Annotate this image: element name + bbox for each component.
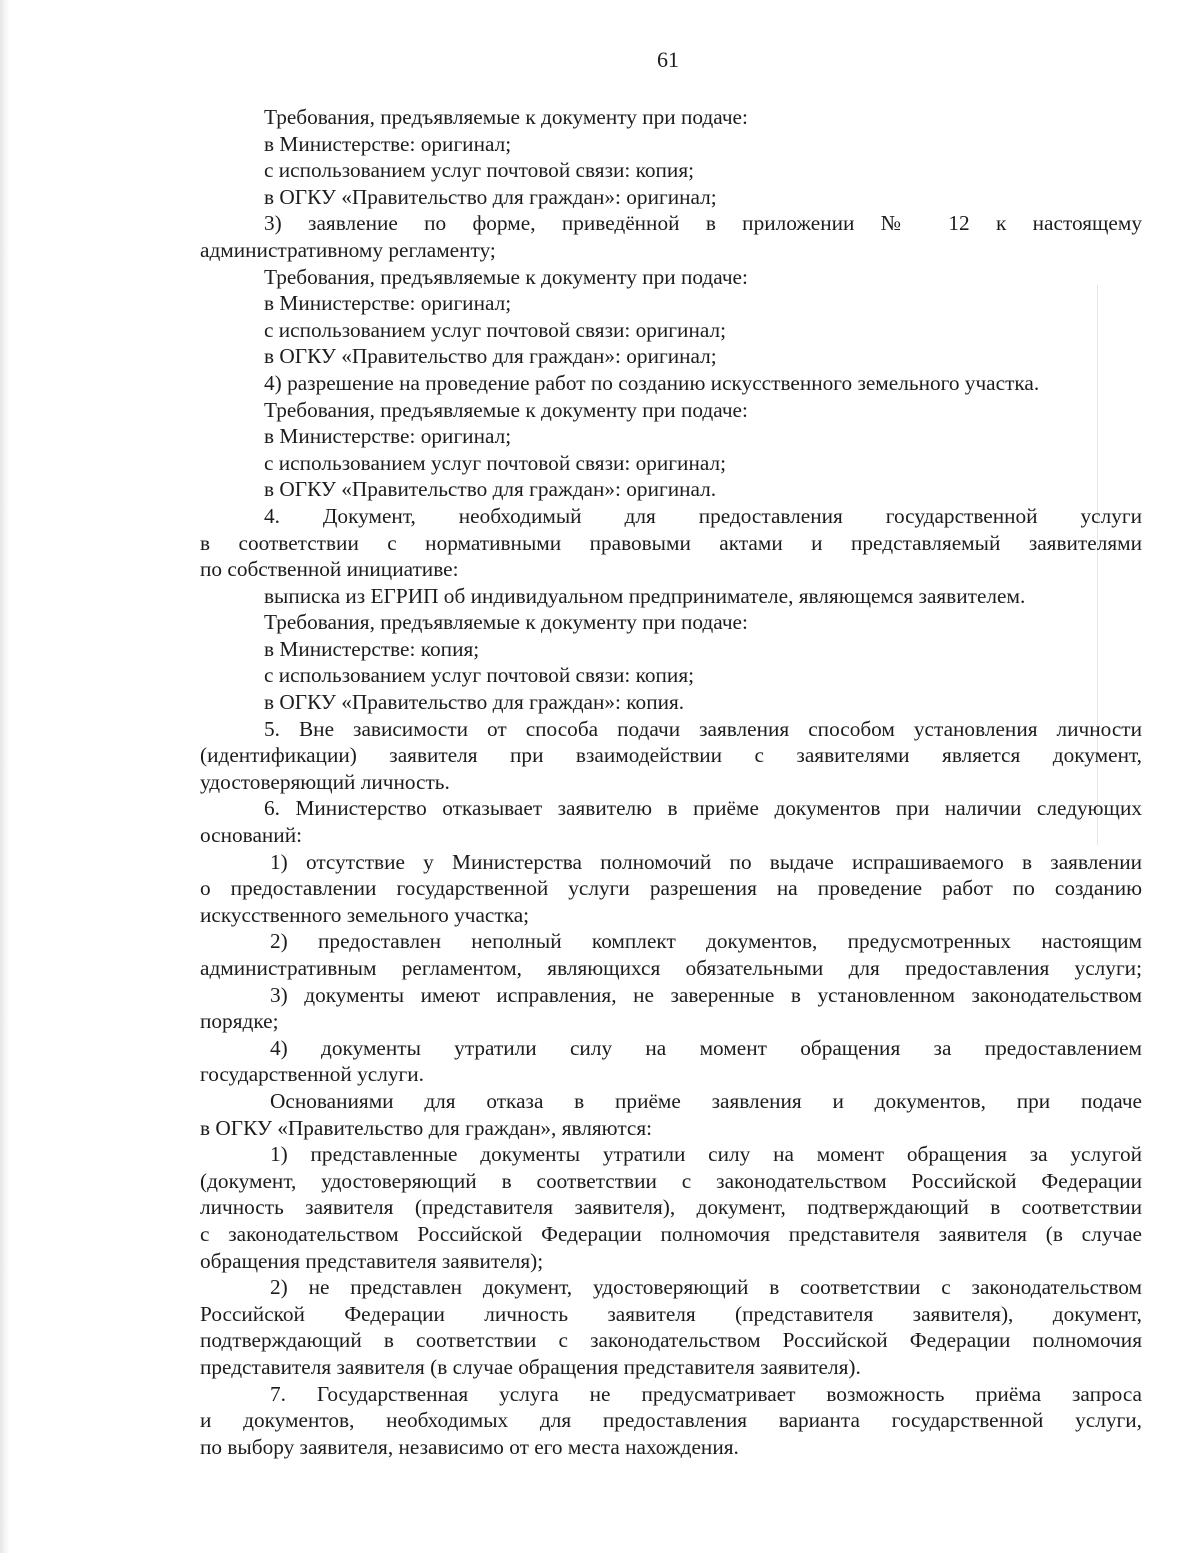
text-line: Требования, предъявляемые к документу при подаче: [264, 397, 748, 422]
text-line: личность заявителя (представителя заявителя), документ, подтверждающий в соответствии [200, 1195, 1142, 1220]
text-line: 5. Вне зависимости от способа подачи заявления способом установления личности [264, 716, 1142, 741]
text-line: с использованием услуг почтовой связи: оригинал; [264, 317, 727, 342]
text-line: в Министерстве: копия; [264, 636, 480, 661]
text-line: в ОГКУ «Правительство для граждан»: оригинал; [264, 344, 717, 369]
text-line: 6. Министерство отказывает заявителю в приёме документов при наличии следующих [264, 796, 1142, 821]
text-line: Требования, предъявляемые к документу при подаче: [264, 105, 748, 129]
text-line: Российской Федерации личность заявителя (представителя заявителя), документ, [200, 1301, 1142, 1326]
text-line: с использованием услуг почтовой связи: копия; [264, 158, 695, 183]
text-line: с использованием услуг почтовой связи: оригинал; [264, 450, 727, 475]
text-line: административному регламенту; [200, 237, 496, 262]
text-line: в ОГКУ «Правительство для граждан», являются: [200, 1115, 653, 1140]
text-line: Требования, предъявляемые к документу при подаче: [264, 264, 748, 289]
text-line: подтверждающий в соответствии с законодательством Российской Федерации полномочия [200, 1328, 1142, 1353]
text-line: по собственной инициативе: [200, 557, 459, 582]
text-line: 1) отсутствие у Министерства полномочий по выдаче испрашиваемого в заявлении [270, 849, 1142, 874]
text-line: административным регламентом, являющихся обязательными для предоставления услуги; [200, 956, 1142, 980]
text-line: удостоверяющий личность. [200, 769, 450, 794]
text-line: искусственного земельного участка; [200, 902, 530, 927]
page-number: 61 [657, 47, 679, 72]
text-line: обращения представителя заявителя); [200, 1248, 544, 1273]
text-line: государственной услуги. [200, 1062, 424, 1087]
text-line: выписка из ЕГРИП об индивидуальном предпринимателе, являющемся заявителем. [264, 583, 1026, 608]
document-body [200, 104, 1142, 1460]
text-line: в ОГКУ «Правительство для граждан»: копия. [264, 690, 685, 715]
text-line: оснований: [200, 823, 303, 848]
text-line: представителя заявителя (в случае обращения представителя заявителя). [200, 1354, 861, 1379]
text-line: Требования, предъявляемые к документу при подаче: [264, 610, 748, 635]
text-line: 2) предоставлен неполный комплект документов, предусмотренных настоящим [270, 929, 1142, 954]
text-line: в ОГКУ «Правительство для граждан»: оригинал; [264, 184, 717, 209]
text-line: в Министерстве: оригинал; [264, 291, 512, 316]
scan-edge [0, 0, 10, 1553]
text-line: (идентификации) заявителя при взаимодействии с заявителями является документ, [200, 743, 1142, 768]
text-line: 7. Государственная услуга не предусматривает возможность приёма запроса [270, 1381, 1142, 1406]
text-line: 2) не представлен документ, удостоверяющий в соответствии с законодательством [270, 1275, 1142, 1300]
text-line: по выбору заявителя, независимо от его места нахождения. [200, 1434, 739, 1459]
text-line: порядке; [200, 1009, 279, 1034]
text-line: в соответствии с нормативными правовыми актами и представляемый заявителями [200, 530, 1142, 555]
text-line: 4. Документ, необходимый для предоставления государственной услуги [264, 503, 1142, 528]
text-line: о предоставлении государственной услуги разрешения на проведение работ по созданию [200, 876, 1142, 901]
text-line: (документ, удостоверяющий в соответствии с законодательством Российской Федерации [200, 1168, 1142, 1193]
text-line: 4) разрешение на проведение работ по созданию искусственного земельного участка. [264, 370, 1040, 395]
text-line: Основаниями для отказа в приёме заявления и документов, при подаче [270, 1088, 1142, 1113]
text-line: 3) заявление по форме, приведённой в приложении № 12 к настоящему [264, 211, 1142, 236]
text-line: с законодательством Российской Федерации полномочия представителя заявителя (в случае [200, 1221, 1142, 1246]
text-line: 3) документы имеют исправления, не заверенные в установленном законодательством [270, 982, 1142, 1007]
text-line: 1) представленные документы утратили силу на момент обращения за услугой [270, 1142, 1142, 1167]
text-line: с использованием услуг почтовой связи: копия; [264, 663, 695, 688]
text-line: в Министерстве: оригинал; [264, 131, 512, 156]
text-line: в ОГКУ «Правительство для граждан»: оригинал. [264, 477, 717, 502]
text-line: в Министерстве: оригинал; [264, 424, 512, 449]
text-line: и документов, необходимых для предоставления варианта государственной услуги, [200, 1408, 1142, 1433]
text-line: 4) документы утратили силу на момент обращения за предоставлением [270, 1035, 1142, 1060]
